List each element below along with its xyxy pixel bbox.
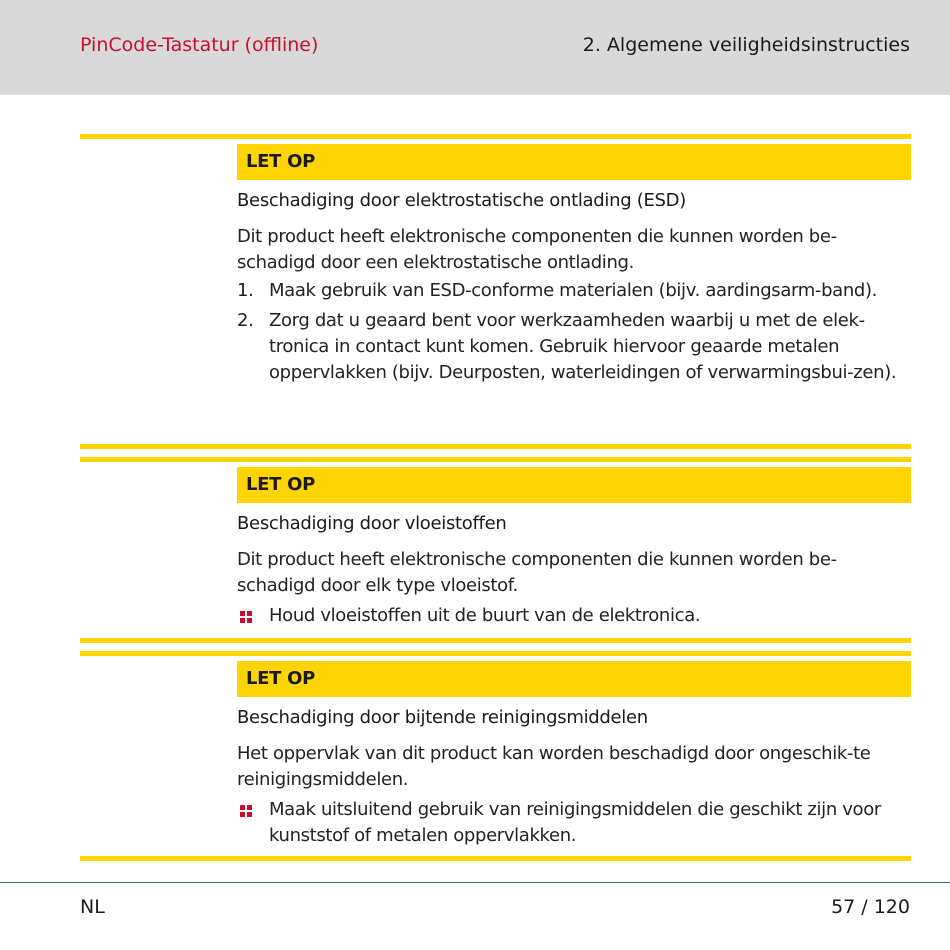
notice-steps <box>237 278 911 386</box>
notice-rule-top <box>80 651 911 656</box>
footer-language: NL <box>80 896 105 918</box>
footer-divider <box>0 882 950 883</box>
notice-body: Dit product heeft elektronische componenten die kunnen worden be-schadigd door elk type vloeistof. <box>237 549 837 596</box>
list-item: 2. Zorg dat u geaard bent voor werkzaamheden waarbij u met de elek-tronica in contact kunt komen. Gebruik hiervoor geaarde metalen oppervlakken (bijv. Deurposten, waterleidingen of verwarmingsbui-zen). <box>237 310 897 383</box>
notice-bullets <box>237 603 911 629</box>
notice-rule-bottom <box>80 856 911 861</box>
chapter-title: 2. Algemene veiligheidsinstructies <box>582 34 910 56</box>
notice-rule-top <box>80 134 911 139</box>
notice-title: Beschadiging door elektrostatische ontlading (ESD) <box>237 190 686 211</box>
notice-rule-bottom <box>80 638 911 643</box>
notice-bullets <box>237 797 911 849</box>
notice-label: LET OP <box>237 467 911 503</box>
notice-rule-bottom <box>80 444 911 449</box>
list-item: Houd vloeistoffen uit de buurt van de elektronica. <box>237 603 911 629</box>
notice-body: Dit product heeft elektronische componenten die kunnen worden be-schadigd door een elektrostatische ontlading. <box>237 226 837 273</box>
list-item: 1. Maak gebruik van ESD-conforme materialen (bijv. aardingsarm-band). <box>237 280 878 301</box>
notice-body: Het oppervlak van dit product kan worden beschadigd door ongeschik-te reinigingsmiddelen. <box>237 743 871 790</box>
product-title: PinCode-Tastatur (offline) <box>80 34 319 56</box>
notice-title: Beschadiging door vloeistoffen <box>237 513 507 534</box>
notice-title: Beschadiging door bijtende reinigingsmiddelen <box>237 707 648 728</box>
notice-label: LET OP <box>237 144 911 180</box>
notice-label: LET OP <box>237 661 911 697</box>
notice-rule-top <box>80 457 911 462</box>
page-number: 57 / 120 <box>831 896 910 918</box>
list-item: Maak uitsluitend gebruik van reinigingsmiddelen die geschikt zijn voor kunststof of metalen oppervlakken. <box>237 797 911 849</box>
red-square-grid-icon <box>240 805 253 818</box>
red-square-grid-icon <box>240 611 253 624</box>
page-header <box>0 0 950 95</box>
